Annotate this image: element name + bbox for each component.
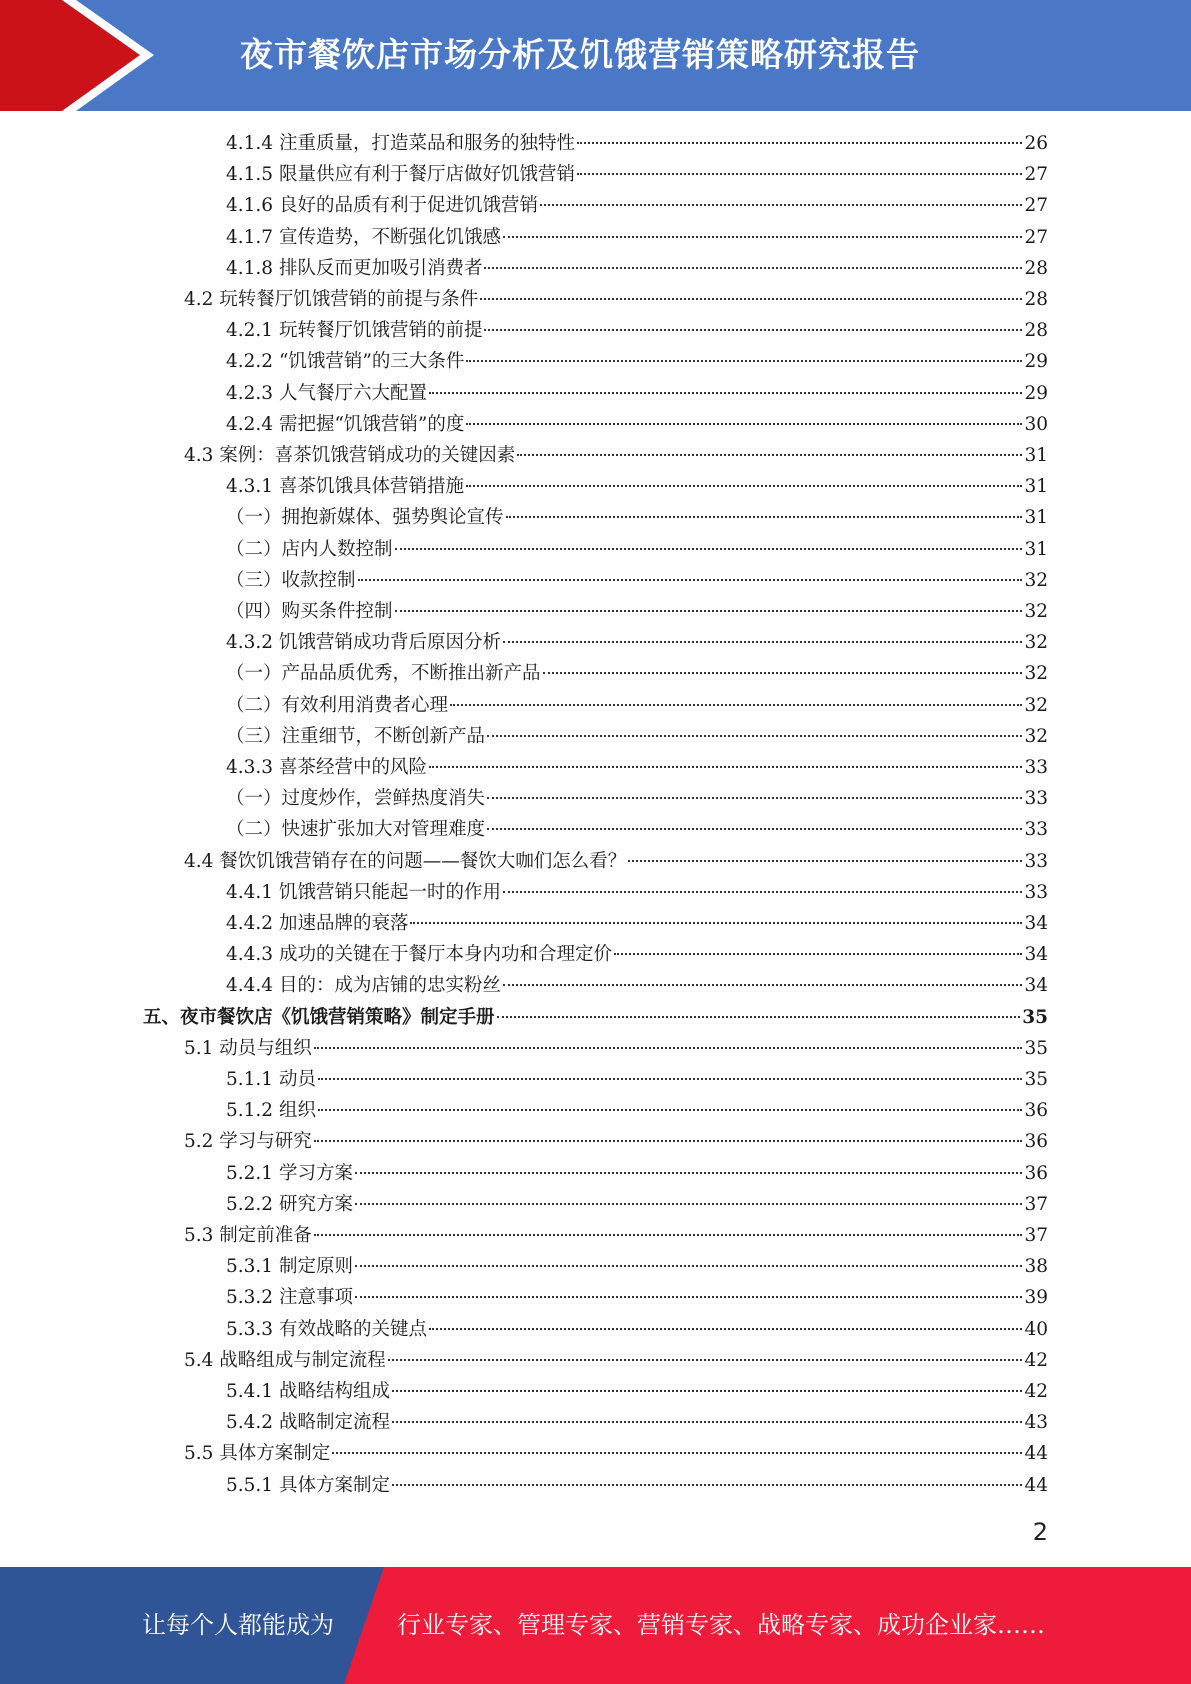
toc-dot-leader [355,1296,1023,1298]
toc-entry[interactable] [226,190,1048,221]
toc-entry[interactable] [226,1407,1048,1438]
toc-entry-page: 36 [1024,1100,1048,1122]
toc-entry-label: 4.4.1 饥饿营销只能起一时的作用 [226,881,501,903]
toc-entry-page: 28 [1024,257,1048,279]
toc-dot-leader [577,173,1022,175]
toc-entry[interactable] [226,378,1048,409]
toc-entry[interactable] [184,440,1048,471]
toc-entry[interactable] [226,814,1048,845]
toc-dot-leader [540,204,1022,206]
toc-entry[interactable] [184,1033,1048,1064]
toc-dot-leader [395,610,1023,612]
toc-entry-label: （三）注重细节，不断创新产品 [226,725,486,747]
page-footer [0,1567,1191,1684]
toc-entry[interactable] [226,690,1048,721]
toc-entry-page: 44 [1024,1474,1048,1496]
toc-entry[interactable] [226,1470,1048,1501]
toc-entry-label: 5.3.1 制定原则 [226,1256,353,1278]
toc-dot-leader [429,766,1022,768]
toc-entry[interactable] [226,315,1048,346]
toc-entry[interactable] [226,721,1048,752]
toc-dot-leader [466,485,1022,487]
toc-dot-leader [355,1203,1023,1205]
toc-entry-label: 4.1.5 限量供应有利于餐厅店做好饥饿营销 [226,164,575,186]
toc-entry-label: 4.3.3 喜茶经营中的风险 [226,757,427,778]
toc-entry[interactable] [226,970,1048,1001]
toc-entry[interactable] [226,1376,1048,1407]
toc-entry-page: 34 [1024,975,1048,997]
toc-dot-leader [314,1234,1023,1236]
toc-entry[interactable] [226,939,1048,970]
toc-entry-label: 5.4.2 战略制定流程 [226,1412,390,1434]
toc-entry-label: 5.4.1 战略结构组成 [226,1381,390,1402]
toc-entry-label: 5.1.2 组织 [226,1100,316,1122]
toc-entry-label: 4.1.6 良好的品质有利于促进饥饿营销 [226,195,538,217]
toc-entry-page: 32 [1024,569,1048,591]
toc-entry[interactable] [226,783,1048,814]
toc-dot-leader [355,1265,1023,1267]
toc-entry-label: （二）快速扩张加大对管理难度 [226,819,486,841]
toc-entry[interactable] [143,1002,1048,1033]
toc-entry-page: 30 [1024,413,1048,435]
toc-entry-page: 42 [1024,1349,1048,1371]
toc-entry-label: 五、夜市餐饮店《饥饿营销策略》制定手册 [143,1006,495,1028]
toc-entry-page: 28 [1024,289,1048,310]
toc-entry-label: （二）店内人数控制 [226,538,393,560]
toc-entry-page: 31 [1024,538,1048,560]
toc-entry-label: 5.4 战略组成与制定流程 [184,1349,386,1371]
toc-entry-page: 29 [1024,382,1048,404]
toc-entry-page: 37 [1024,1193,1048,1215]
toc-entry-page: 27 [1024,164,1048,186]
report-title: 夜市餐饮店市场分析及饥饿营销策略研究报告 [240,35,920,74]
toc-entry-label: 5.3.3 有效战略的关键点 [226,1318,427,1340]
toc-entry-page: 40 [1024,1318,1048,1340]
toc-dot-leader [450,704,1022,706]
toc-dot-leader [503,236,1022,238]
toc-dot-leader [503,641,1022,643]
toc-entry-label: 4.2 玩转餐厅饥饿营销的前提与条件 [184,289,479,310]
toc-dot-leader [487,735,1022,737]
toc-entry-label: （三）收款控制 [226,569,356,591]
toc-entry-label: 4.2.1 玩转餐厅饥饿营销的前提 [226,320,483,342]
toc-entry-page: 38 [1024,1256,1048,1278]
toc-entry-page: 33 [1024,881,1048,903]
toc-entry[interactable] [226,1064,1048,1095]
toc-entry-page: 27 [1024,226,1048,248]
toc-entry-page: 36 [1024,1131,1048,1153]
toc-entry-label: 5.2 学习与研究 [184,1131,312,1153]
toc-entry-label: 4.1.4 注重质量，打造菜品和服务的独特性 [226,133,575,154]
toc-entry[interactable] [226,1282,1048,1313]
page-number: 2 [1032,1518,1048,1546]
toc-entry-label: （二）有效利用消费者心理 [226,694,449,716]
toc-entry-label: 4.4 餐饮饥饿营销存在的问题——餐饮大咖们怎么看？ [184,850,627,872]
toc-entry-page: 32 [1024,601,1048,622]
toc-entry[interactable] [226,534,1048,565]
toc-dot-leader [392,1390,1022,1392]
toc-entry-label: 5.5.1 具体方案制定 [226,1474,390,1496]
toc-entry-label: 4.3.2 饥饿营销成功背后原因分析 [226,632,501,654]
toc-entry-label: （四）购买条件控制 [226,601,393,622]
toc-entry[interactable] [226,502,1048,533]
toc-entry-page: 31 [1024,476,1048,498]
toc-entry-label: （一）拥抱新媒体、强势舆论宣传 [226,507,504,529]
toc-entry[interactable] [226,128,1048,159]
toc-entry[interactable] [226,658,1048,689]
toc-entry-label: 5.3.2 注意事项 [226,1287,353,1309]
toc-dot-leader [318,1078,1023,1080]
toc-entry[interactable] [226,253,1048,284]
toc-dot-leader [517,454,1022,456]
toc-entry-label: 5.2.2 研究方案 [226,1193,353,1215]
toc-entry-label: 4.3 案例：喜茶饥饿营销成功的关键因素 [184,445,516,466]
toc-entry-label: 5.1 动员与组织 [184,1037,312,1059]
toc-dot-leader [543,672,1023,674]
toc-entry-page: 27 [1024,195,1048,217]
toc-entry-page: 35 [1024,1069,1048,1090]
toc-entry-label: 4.4.3 成功的关键在于餐厅本身内功和合理定价 [226,944,612,966]
toc-dot-leader [429,392,1022,394]
toc-entry-page: 36 [1024,1162,1048,1184]
toc-entry[interactable] [184,284,1048,315]
toc-dot-leader [484,329,1022,331]
toc-entry[interactable] [226,627,1048,658]
footer-slogan-left: 让每个人都能成为 [142,1611,334,1639]
toc-entry-label: 5.2.1 学习方案 [226,1162,353,1184]
toc-entry-label: 4.1.7 宣传造势，不断强化饥饿感 [226,226,501,248]
toc-entry-label: 4.4.4 目的：成为店铺的忠实粉丝 [226,975,501,997]
toc-entry-page: 31 [1024,445,1048,466]
toc-entry[interactable] [184,1126,1048,1157]
toc-entry[interactable] [184,1220,1048,1251]
toc-entry-page: 32 [1024,632,1048,654]
toc-entry-page: 33 [1024,819,1048,841]
toc-dot-leader [497,1016,1021,1018]
toc-dot-leader [487,828,1022,830]
toc-entry-page: 32 [1024,725,1048,747]
toc-entry[interactable] [226,877,1048,908]
toc-entry-page: 34 [1024,913,1048,934]
toc-entry-page: 28 [1024,320,1048,342]
toc-entry-page: 39 [1024,1287,1048,1309]
toc-entry[interactable] [226,752,1048,783]
toc-entry[interactable] [226,1158,1048,1189]
toc-entry[interactable] [226,596,1048,627]
toc-entry-page: 44 [1024,1443,1048,1465]
footer-slogan-right: 行业专家、管理专家、营销专家、战略专家、成功企业家…… [397,1611,1045,1639]
toc-entry-page: 31 [1024,507,1048,529]
toc-dot-leader [628,860,1022,862]
toc-entry-page: 33 [1024,850,1048,872]
toc-entry[interactable] [226,222,1048,253]
toc-entry-page: 33 [1024,788,1048,810]
toc-dot-leader [410,922,1022,924]
toc-entry[interactable] [226,471,1048,502]
toc-entry-page: 37 [1024,1225,1048,1246]
toc-entry-label: （一）产品品质优秀，不断推出新产品 [226,663,541,685]
header-chevron-icon [0,0,160,111]
toc-entry-label: 5.3 制定前准备 [184,1225,312,1246]
toc-entry[interactable] [184,1345,1048,1376]
toc-dot-leader [388,1359,1023,1361]
toc-entry-page: 26 [1024,133,1048,154]
toc-entry-label: 4.2.4 需把握“饥饿营销”的度 [226,413,465,435]
toc-entry[interactable] [184,846,1048,877]
toc-dot-leader [480,298,1022,300]
toc-entry[interactable] [226,1095,1048,1126]
toc-entry-page: 34 [1024,944,1048,966]
toc-entry-label: 4.4.2 加速品牌的衰落 [226,913,409,934]
toc-dot-leader [484,267,1022,269]
page-header [0,0,1191,111]
toc-entry-page: 43 [1024,1412,1048,1434]
toc-dot-leader [577,142,1022,144]
toc-dot-leader [503,984,1022,986]
toc-dot-leader [506,516,1023,518]
toc-entry[interactable] [226,159,1048,190]
toc-dot-leader [487,797,1022,799]
toc-entry-label: 4.1.8 排队反而更加吸引消费者 [226,257,483,279]
toc-entry-label: 4.2.2 “饥饿营销”的三大条件 [226,351,465,373]
toc-dot-leader [314,1047,1023,1049]
toc-dot-leader [429,1328,1022,1330]
toc-dot-leader [355,1172,1023,1174]
toc-entry-label: 5.5 具体方案制定 [184,1443,331,1465]
toc-dot-leader [466,423,1022,425]
toc-entry-page: 32 [1024,694,1048,716]
toc-entry[interactable] [226,409,1048,440]
toc-dot-leader [466,360,1022,362]
toc-dot-leader [392,1484,1022,1486]
toc-entry-page: 42 [1024,1381,1048,1402]
toc-entry[interactable] [226,1314,1048,1345]
toc-entry-page: 35 [1024,1037,1048,1059]
toc-entry-label: 4.3.1 喜茶饥饿具体营销措施 [226,476,464,498]
toc-entry[interactable] [226,908,1048,939]
toc-entry-page: 29 [1024,351,1048,373]
toc-entry[interactable] [184,1438,1048,1469]
toc-entry-label: 4.2.3 人气餐厅六大配置 [226,382,427,404]
toc-dot-leader [332,1452,1022,1454]
toc-entry[interactable] [226,346,1048,377]
toc-dot-leader [358,579,1023,581]
toc-dot-leader [318,1109,1023,1111]
toc-dot-leader [503,891,1022,893]
toc-entry[interactable] [226,565,1048,596]
toc-entry-label: 5.1.1 动员 [226,1069,316,1090]
toc-entry[interactable] [226,1251,1048,1282]
toc-dot-leader [392,1421,1022,1423]
toc-dot-leader [395,548,1023,550]
toc-entry-label: （一）过度炒作，尝鲜热度消失 [226,788,486,810]
toc-entry[interactable] [226,1189,1048,1220]
toc-dot-leader [314,1140,1023,1142]
toc-dot-leader [614,953,1022,955]
toc-entry-page: 33 [1024,757,1048,778]
toc-entry-page: 35 [1022,1006,1048,1028]
toc-entry-page: 32 [1024,663,1048,685]
